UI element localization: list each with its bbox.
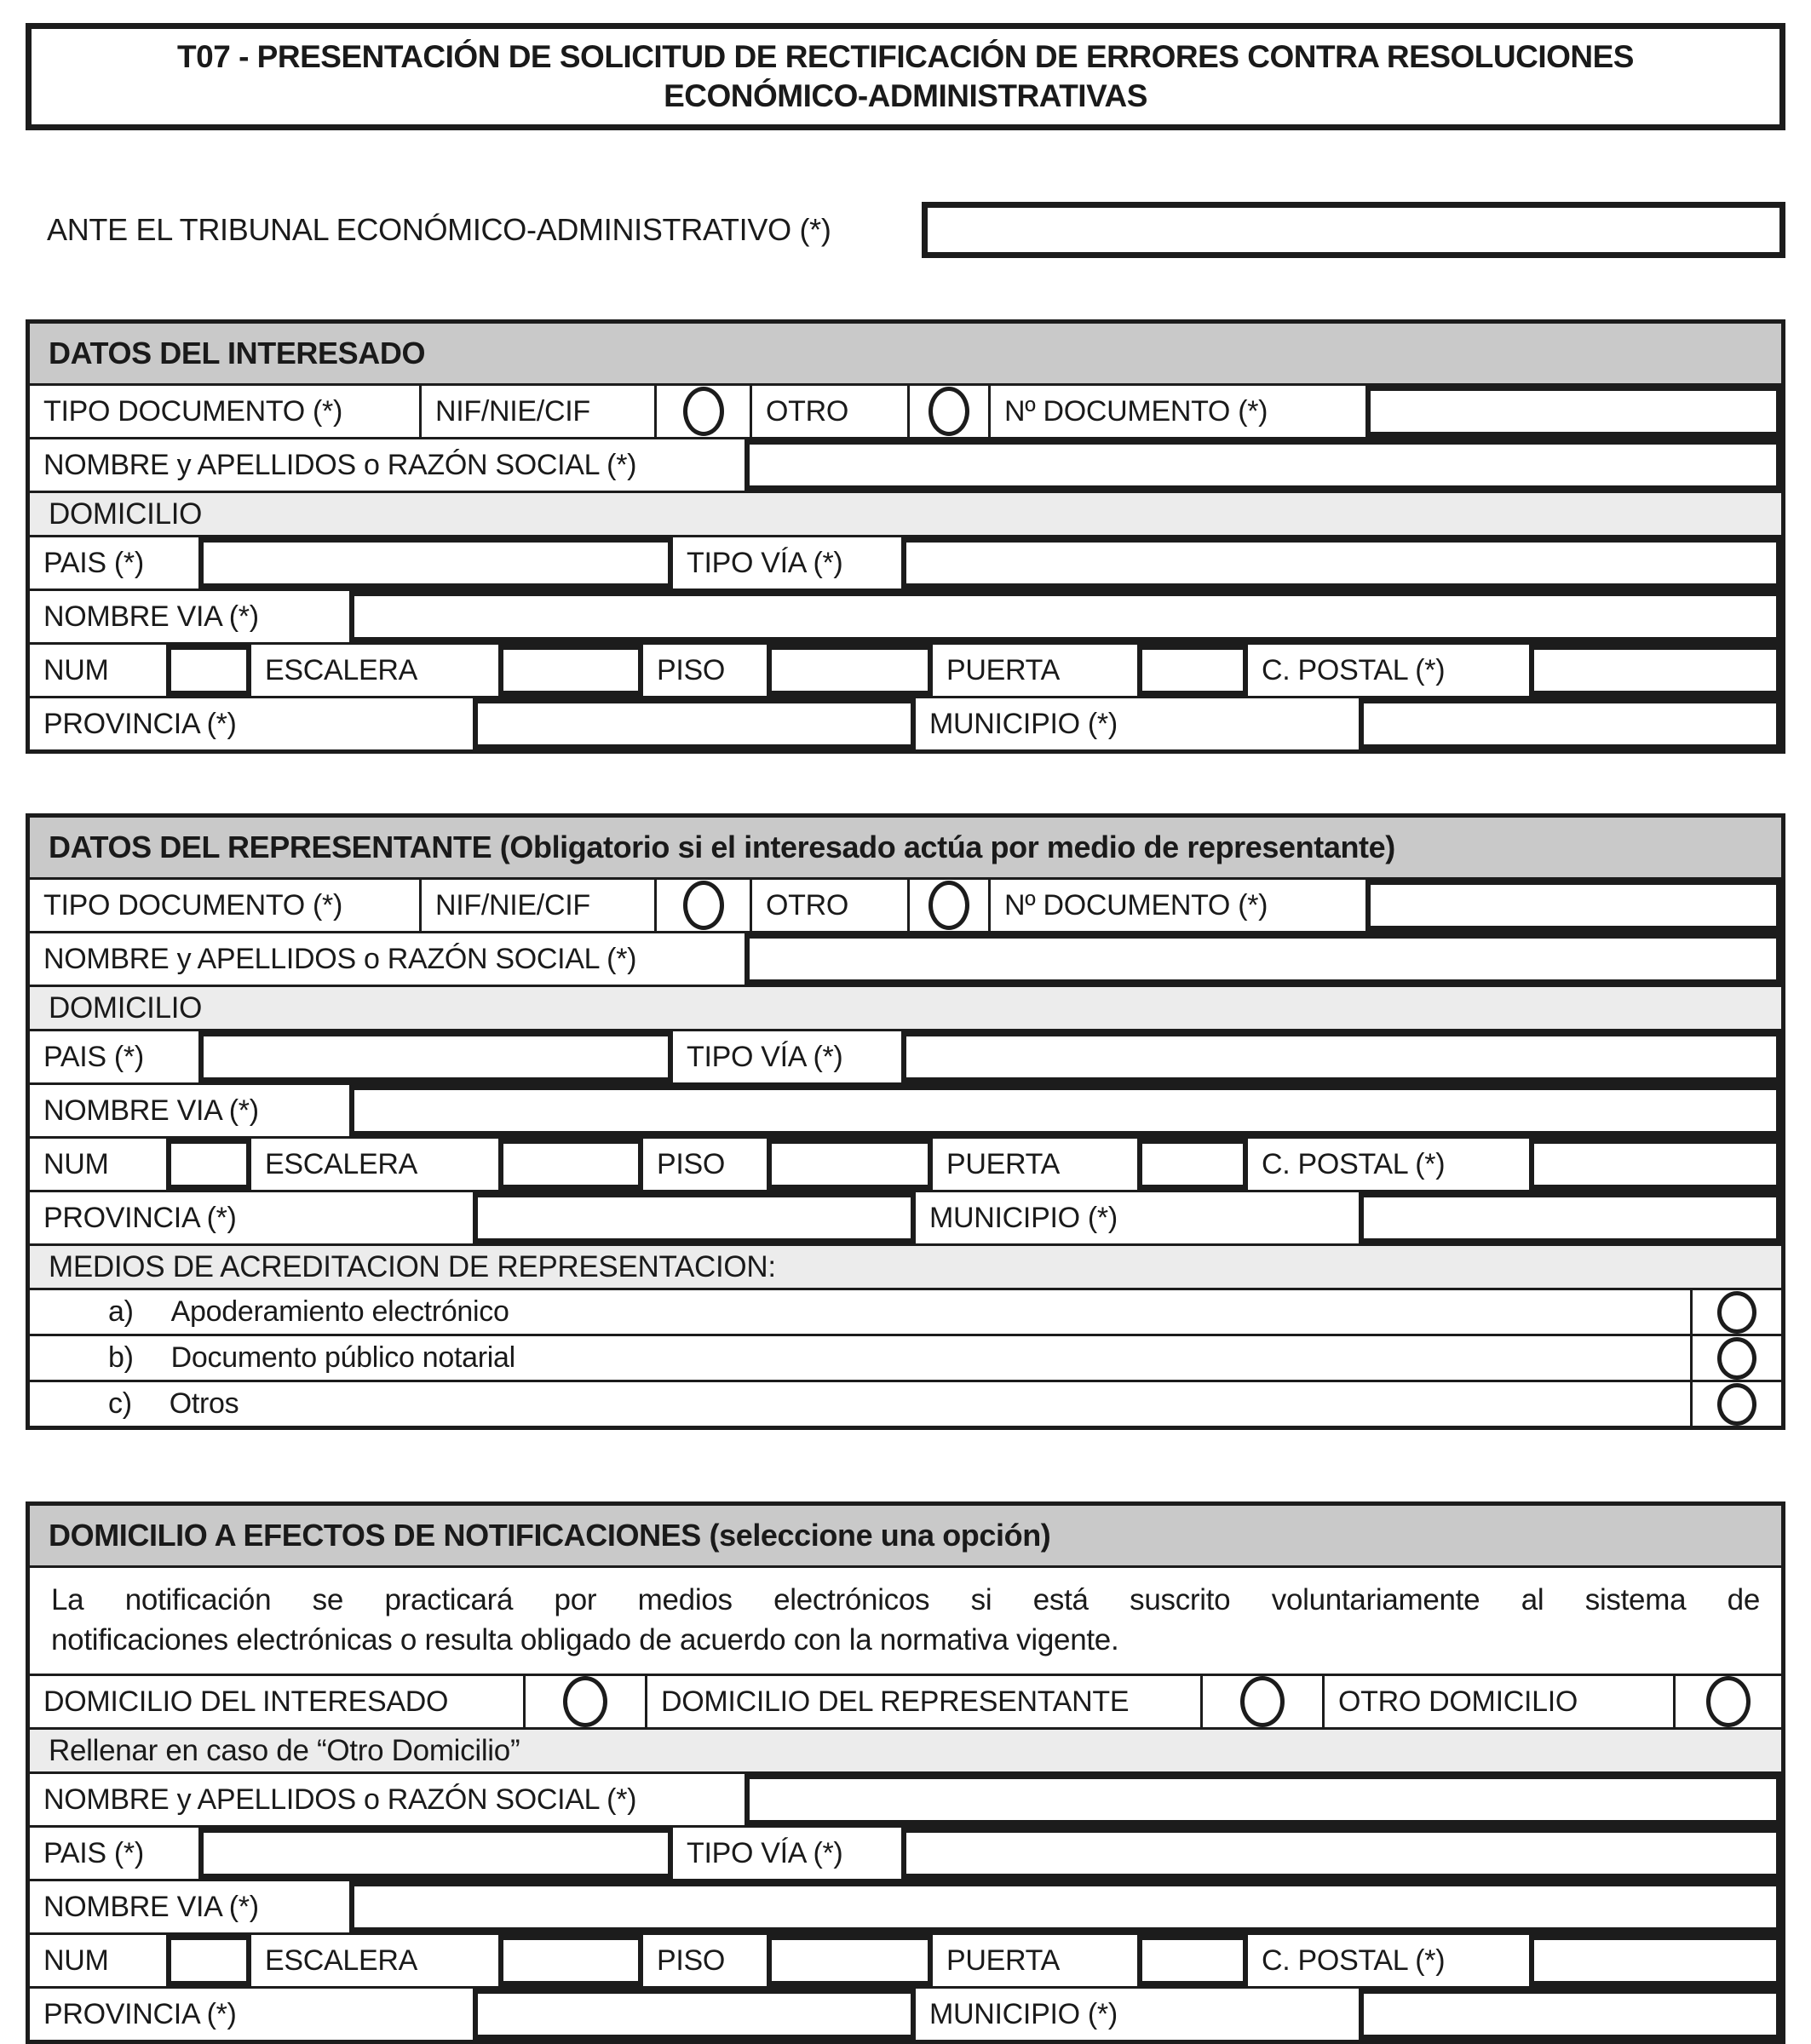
interesado-escalera-input[interactable]: [498, 645, 643, 696]
notificaciones-options-row: [30, 1674, 1781, 1727]
section-representante: [26, 813, 1785, 1430]
representante-num-label: NUM: [30, 1139, 166, 1190]
notif-pais-label: PAIS (*): [30, 1828, 198, 1879]
section-interesado: [26, 319, 1785, 754]
notif-nombre-via-label: NOMBRE VIA (*): [30, 1881, 349, 1932]
notif-nombre-row: [30, 1771, 1781, 1825]
interesado-pais-input[interactable]: [198, 537, 673, 589]
notif-tipo-via-label: TIPO VÍA (*): [673, 1828, 901, 1879]
interesado-nombre-row: [30, 437, 1781, 491]
interesado-c-postal-input[interactable]: [1529, 645, 1781, 696]
representante-num-documento-label: Nº DOCUMENTO (*): [991, 880, 1365, 931]
representante-doc-otro-radio[interactable]: [928, 881, 969, 930]
representante-otro-label: OTRO: [752, 880, 910, 931]
interesado-nif-radio-cell: [657, 386, 752, 437]
notif-domicilio-interesado-label: DOMICILIO DEL INTERESADO: [30, 1676, 526, 1727]
representante-nombre-label: NOMBRE y APELLIDOS o RAZÓN SOCIAL (*): [30, 933, 745, 985]
interesado-num-documento-input[interactable]: [1365, 386, 1781, 437]
notif-num-input[interactable]: [166, 1935, 251, 1986]
section-notificaciones: [26, 1501, 1785, 2044]
representante-medio-a-row: [30, 1288, 1781, 1334]
notif-nombre-label: NOMBRE y APELLIDOS o RAZÓN SOCIAL (*): [30, 1774, 745, 1825]
representante-escalera-input[interactable]: [498, 1139, 643, 1190]
representante-pais-label: PAIS (*): [30, 1031, 198, 1082]
interesado-escalera-label: ESCALERA: [251, 645, 498, 696]
section-representante-header: DATOS DEL REPRESENTANTE (Obligatorio si el interesado actúa por medio de representante): [30, 818, 1781, 877]
representante-medio-b-label: [30, 1336, 1693, 1380]
interesado-nombre-via-input[interactable]: [349, 591, 1781, 642]
interesado-tipo-via-label: TIPO VÍA (*): [673, 537, 901, 589]
interesado-puerta-label: PUERTA: [933, 645, 1137, 696]
notif-domicilio-interesado-radio[interactable]: [563, 1676, 607, 1727]
interesado-num-row: [30, 642, 1781, 696]
representante-provincia-input[interactable]: [473, 1192, 916, 1243]
representante-medio-a-radio-cell: [1693, 1290, 1781, 1334]
interesado-piso-input[interactable]: [767, 645, 933, 696]
representante-provincia-row: [30, 1190, 1781, 1243]
representante-municipio-label: MUNICIPIO (*): [916, 1192, 1359, 1243]
notif-otro-domicilio-label: OTRO DOMICILIO: [1325, 1676, 1676, 1727]
interesado-piso-label: PISO: [643, 645, 767, 696]
representante-puerta-label: PUERTA: [933, 1139, 1137, 1190]
interesado-nif-label: NIF/NIE/CIF: [422, 386, 657, 437]
interesado-municipio-input[interactable]: [1359, 698, 1781, 749]
representante-provincia-label: PROVINCIA (*): [30, 1192, 473, 1243]
notif-nombre-input[interactable]: [745, 1774, 1781, 1825]
representante-otro-radio-cell: [910, 880, 991, 931]
representante-tipo-documento-label: TIPO DOCUMENTO (*): [30, 880, 422, 931]
notif-nombre-via-row: [30, 1879, 1781, 1932]
interesado-doc-otro-radio[interactable]: [928, 387, 969, 436]
representante-escalera-label: ESCALERA: [251, 1139, 498, 1190]
notif-municipio-input[interactable]: [1359, 1989, 1781, 2040]
representante-num-input[interactable]: [166, 1139, 251, 1190]
interesado-num-input[interactable]: [166, 645, 251, 696]
representante-medio-b-radio[interactable]: [1717, 1337, 1756, 1380]
interesado-pais-label: PAIS (*): [30, 537, 198, 589]
tribunal-label: ANTE EL TRIBUNAL ECONÓMICO-ADMINISTRATIVO (*): [47, 212, 831, 247]
notif-c-postal-label: C. POSTAL (*): [1248, 1935, 1529, 1986]
interesado-otro-label: OTRO: [752, 386, 910, 437]
representante-piso-label: PISO: [643, 1139, 767, 1190]
representante-pais-input[interactable]: [198, 1031, 673, 1082]
interesado-nombre-label: NOMBRE y APELLIDOS o RAZÓN SOCIAL (*): [30, 439, 745, 491]
notif-domicilio-representante-radio-cell: [1203, 1676, 1325, 1727]
representante-nombre-via-label: NOMBRE VIA (*): [30, 1085, 349, 1136]
interesado-municipio-label: MUNICIPIO (*): [916, 698, 1359, 749]
notif-piso-label: PISO: [643, 1935, 767, 1986]
representante-tipo-via-label: TIPO VÍA (*): [673, 1031, 901, 1082]
interesado-num-label: NUM: [30, 645, 166, 696]
interesado-nombre-via-row: [30, 589, 1781, 642]
notificaciones-rellenar-note: Rellenar en caso de “Otro Domicilio”: [30, 1727, 1781, 1771]
representante-tipo-via-input[interactable]: [901, 1031, 1781, 1082]
representante-nif-label: NIF/NIE/CIF: [422, 880, 657, 931]
form-title-line-1: T07 - PRESENTACIÓN DE SOLICITUD DE RECTIFICACIÓN DE ERRORES CONTRA RESOLUCIONES: [177, 39, 1634, 74]
representante-nombre-via-row: [30, 1082, 1781, 1136]
representante-medios-subheader: MEDIOS DE ACREDITACION DE REPRESENTACION:: [30, 1243, 1781, 1288]
notif-pais-row: [30, 1825, 1781, 1879]
representante-num-row: [30, 1136, 1781, 1190]
notif-municipio-label: MUNICIPIO (*): [916, 1989, 1359, 2040]
notif-domicilio-interesado-radio-cell: [526, 1676, 647, 1727]
notif-provincia-row: [30, 1986, 1781, 2040]
representante-medio-a-radio[interactable]: [1717, 1291, 1756, 1334]
notif-otro-domicilio-radio[interactable]: [1706, 1676, 1751, 1727]
representante-medio-a-text: Apoderamiento electrónico: [170, 1295, 509, 1328]
notif-c-postal-input[interactable]: [1529, 1935, 1781, 1986]
interesado-doc-nif-radio[interactable]: [683, 387, 724, 436]
notif-provincia-label: PROVINCIA (*): [30, 1989, 473, 2040]
interesado-domicilio-subheader: DOMICILIO: [30, 491, 1781, 535]
form-title-line-2: ECONÓMICO-ADMINISTRATIVAS: [664, 78, 1147, 113]
tribunal-row: [26, 202, 1785, 258]
notificaciones-paragraph-line-1: La notificación se practicará por medios electrónicos si está suscrito voluntariamente al sistema de: [51, 1583, 1760, 1616]
notif-provincia-input[interactable]: [473, 1989, 916, 2040]
representante-nombre-row: [30, 931, 1781, 985]
representante-municipio-input[interactable]: [1359, 1192, 1781, 1243]
interesado-otro-radio-cell: [910, 386, 991, 437]
interesado-c-postal-label: C. POSTAL (*): [1248, 645, 1529, 696]
representante-medio-b-radio-cell: [1693, 1336, 1781, 1380]
interesado-pais-row: [30, 535, 1781, 589]
section-interesado-header: DATOS DEL INTERESADO: [30, 324, 1781, 383]
representante-medio-a-prefix: a): [108, 1295, 134, 1328]
representante-num-documento-input[interactable]: [1365, 880, 1781, 931]
notif-escalera-label: ESCALERA: [251, 1935, 498, 1986]
section-notificaciones-header: DOMICILIO A EFECTOS DE NOTIFICACIONES (seleccione una opción): [30, 1506, 1781, 1565]
representante-nombre-via-input[interactable]: [349, 1085, 1781, 1136]
representante-medio-b-prefix: b): [108, 1341, 134, 1374]
notif-pais-input[interactable]: [198, 1828, 673, 1879]
representante-medio-c-radio-cell: [1693, 1382, 1781, 1426]
form-title-box: [26, 23, 1785, 130]
notif-domicilio-representante-radio[interactable]: [1240, 1676, 1285, 1727]
representante-puerta-input[interactable]: [1137, 1139, 1248, 1190]
representante-medio-b-text: Documento público notarial: [170, 1341, 515, 1374]
representante-medio-c-text: Otros: [169, 1387, 239, 1420]
notif-domicilio-representante-label: DOMICILIO DEL REPRESENTANTE: [647, 1676, 1203, 1727]
interesado-provincia-row: [30, 696, 1781, 749]
interesado-tipo-via-input[interactable]: [901, 537, 1781, 589]
representante-c-postal-input[interactable]: [1529, 1139, 1781, 1190]
interesado-num-documento-label: Nº DOCUMENTO (*): [991, 386, 1365, 437]
notif-num-label: NUM: [30, 1935, 166, 1986]
notificaciones-paragraph: [30, 1565, 1781, 1674]
interesado-documento-row: [30, 383, 1781, 437]
representante-medio-c-prefix: c): [108, 1387, 132, 1420]
notif-puerta-input[interactable]: [1137, 1935, 1248, 1986]
representante-documento-row: [30, 877, 1781, 931]
notif-puerta-label: PUERTA: [933, 1935, 1137, 1986]
notif-tipo-via-input[interactable]: [901, 1828, 1781, 1879]
representante-nombre-input[interactable]: [745, 933, 1781, 985]
representante-medio-b-row: [30, 1334, 1781, 1380]
interesado-nombre-via-label: NOMBRE VIA (*): [30, 591, 349, 642]
interesado-nombre-input[interactable]: [745, 439, 1781, 491]
notif-otro-domicilio-radio-cell: [1676, 1676, 1781, 1727]
representante-pais-row: [30, 1029, 1781, 1082]
representante-piso-input[interactable]: [767, 1139, 933, 1190]
representante-nif-radio-cell: [657, 880, 752, 931]
representante-doc-nif-radio[interactable]: [683, 881, 724, 930]
interesado-provincia-input[interactable]: [473, 698, 916, 749]
representante-c-postal-label: C. POSTAL (*): [1248, 1139, 1529, 1190]
notif-num-row: [30, 1932, 1781, 1986]
representante-medio-c-row: [30, 1380, 1781, 1426]
tribunal-input[interactable]: [922, 202, 1785, 258]
representante-domicilio-subheader: DOMICILIO: [30, 985, 1781, 1029]
notif-nombre-via-input[interactable]: [349, 1881, 1781, 1932]
interesado-puerta-input[interactable]: [1137, 645, 1248, 696]
representante-medio-c-radio[interactable]: [1717, 1383, 1756, 1426]
notif-piso-input[interactable]: [767, 1935, 933, 1986]
notif-escalera-input[interactable]: [498, 1935, 643, 1986]
interesado-provincia-label: PROVINCIA (*): [30, 698, 473, 749]
representante-medio-c-label: [30, 1382, 1693, 1426]
representante-medio-a-label: [30, 1290, 1693, 1334]
notificaciones-paragraph-line-2: notificaciones electrónicas o resulta obligado de acuerdo con la normativa vigente.: [51, 1623, 1119, 1656]
interesado-tipo-documento-label: TIPO DOCUMENTO (*): [30, 386, 422, 437]
